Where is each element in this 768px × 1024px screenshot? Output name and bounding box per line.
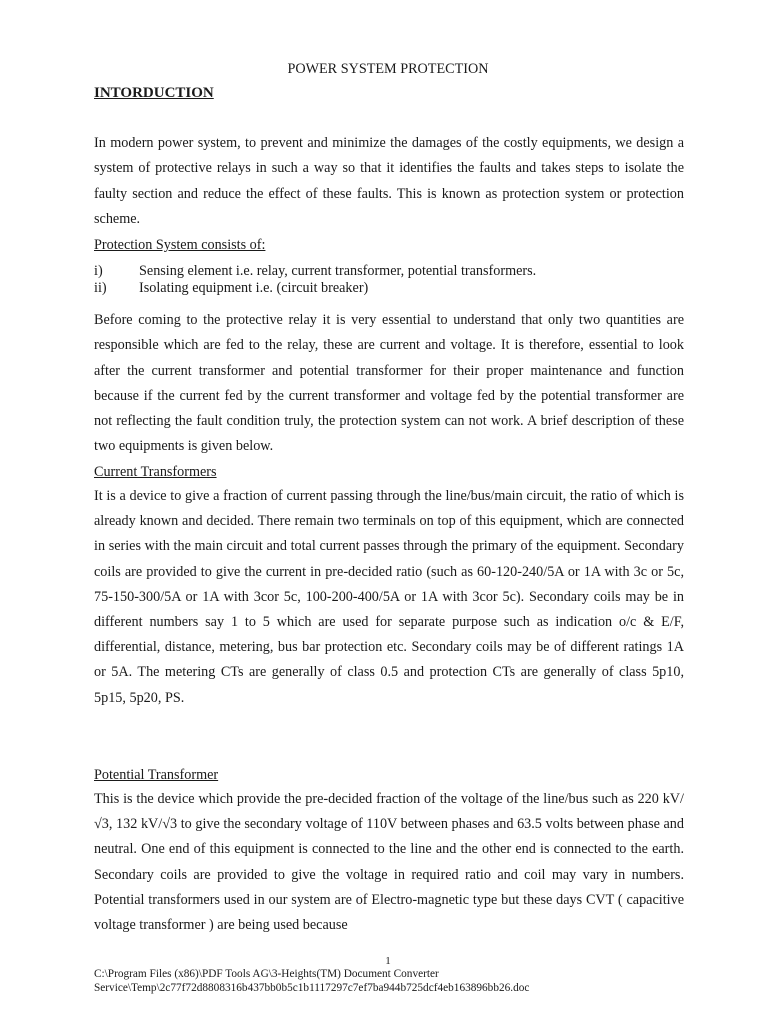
page-title: POWER SYSTEM PROTECTION: [287, 61, 489, 77]
potential-transformer-paragraph: This is the device which provide the pre-decided fraction of the voltage of the line/bus such as 220 kV/√3, 132 kV/√3 to give the secondary voltage of 110V between phases and 63.5 volts between phase and neutral. One end of this equipment is connected to the line and the other end is connected to the earth. Secondary coils are provided to give the voltage in required ratio and coil may vary in numbers. Potential transformers used in our system are of Electro-magnetic type but these days CVT ( capacitive voltage transformer ) are being used because: [94, 791, 684, 934]
footer-path: [94, 967, 529, 995]
protection-system-label: Protection System consists of:: [94, 237, 266, 253]
page-number: 1: [385, 955, 391, 967]
current-transformers-heading: Current Transformers: [94, 464, 217, 480]
potential-transformer-heading: Potential Transformer: [94, 767, 219, 783]
current-transformers-paragraph: It is a device to give a fraction of current passing through the line/bus/main circuit, the ratio of which is already known and decided. There remain two terminals on top of this equipment, which are connected in series with the main circuit and total current passes through the primary of the equipment. Secondary coils are provided to give the current in pre-decided ratio (such as 60-120-240/5A or 1A with 3c or 5c, 75-150-300/5A or 1A with 3cor 5c, 100-200-400/5A or 1A with 3cor 5c). Secondary coils may be in different numbers say 1 to 5 which are used for separate purpose such as indication o/c & E/F, differential, distance, metering, bus bar protection etc. Secondary coils may be of different ratings 1A or 5A. The metering CTs are generally of class 0.5 and protection CTs are generally of class 5p10, 5p15, 5p20, PS.: [94, 488, 684, 706]
intro-paragraph: In modern power system, to prevent and minimize the damages of the costly equipments, we design a system of protective relays in such a way so that it identifies the faults and takes steps to isolate the faulty section and reduce the effect of these faults. This is known as protection system or protection scheme.: [94, 135, 684, 227]
footer-line: C:\Program Files (x86)\PDF Tools AG\3-Heights(TM) Document Converter: [94, 968, 439, 980]
list-text: Isolating equipment i.e. (circuit breaker): [139, 280, 369, 296]
list-item: [94, 263, 684, 280]
section-heading: INTORDUCTION: [94, 85, 214, 101]
list-item: [94, 280, 684, 297]
list-text: Sensing element i.e. relay, current transformer, potential transformers.: [139, 263, 537, 279]
list-number: i): [94, 263, 103, 279]
relay-paragraph: Before coming to the protective relay it is very essential to understand that only two quantities are responsible which are fed to the relay, these are current and voltage. It is therefore, essential to look after the current transformer and potential transformer for their proper maintenance and function because if the current fed by the current transformer and voltage fed by the potential transformer are not reflecting the fault condition truly, the protection system can not work. A brief description of these two equipments is given below.: [94, 312, 684, 455]
list-number: ii): [94, 280, 107, 296]
footer-line: Service\Temp\2c77f72d8808316b437bb0b5c1b1117297c7ef7ba944b725dcf4eb163896bb26.doc: [94, 982, 530, 994]
